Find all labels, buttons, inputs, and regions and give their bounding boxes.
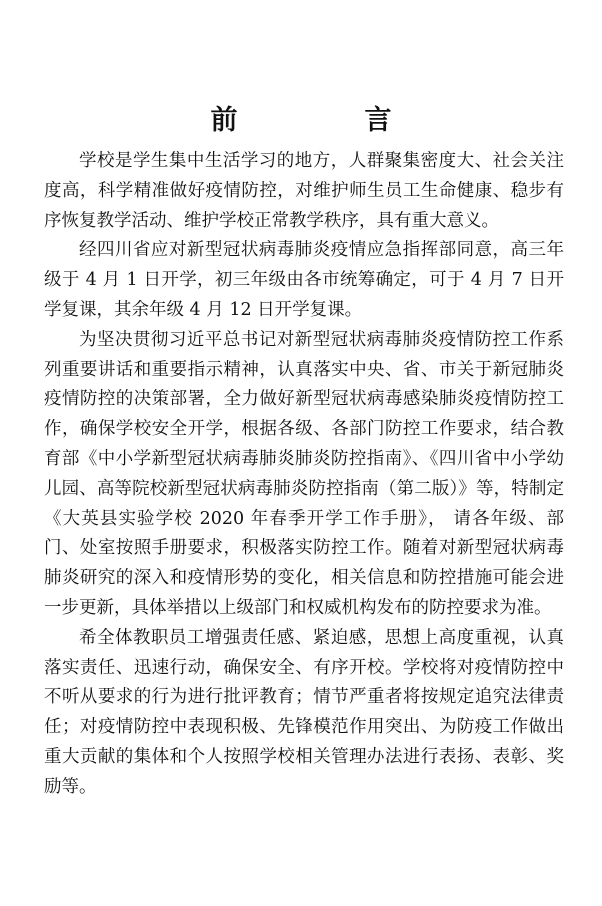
page-title: 前 言 [210, 105, 442, 136]
document-body [44, 147, 564, 803]
paragraph-2: 经四川省应对新型冠状病毒肺炎疫情应急指挥部同意，高三年级于 4 月 1 日开学，初三年级由各市统筹确定，可于 4 月 7 日开学复课，其余年级 4 月 12 日开学复课。 [44, 240, 564, 320]
paragraph-3: 为坚决贯彻习近平总书记对新型冠状病毒肺炎疫情防控工作系列重要讲话和重要指示精神，认真落实中央、省、市关于新冠肺炎疫情防控的决策部署，全力做好新型冠状病毒感染肺炎疫情防控工作，确保学校安全开学，根据各级、各部门防控工作要求，结合教育部《中小学新型冠状病毒肺炎肺炎防控指南》、《四川省中小学幼儿园、高等院校新型冠状病毒肺炎防控指南（第二版）》等，特制定《大英县实验学校 2020 年春季开学工作手册》， 请各年级、部门、处室按照手册要求，积极落实防控工作。随着对新型冠状病毒肺炎研究的深入和疫情形势的变化，相关信息和防控措施可能会进一步更新，具体举措以上级部门和权威机构发布的防控要求为准。 [44, 329, 564, 618]
paragraph-4: 希全体教职员工增强责任感、紧迫感，思想上高度重视，认真落实责任、迅速行动，确保安全、有序开校。学校将对疫情防控中不听从要求的行为进行批评教育；情节严重者将按规定追究法律责任；对疫情防控中表现积极、先锋模范作用突出、为防疫工作做出重大贡献的集体和个人按照学校相关管理办法进行表扬、表彰、奖励等。 [44, 627, 564, 797]
paragraph-1: 学校是学生集中生活学习的地方，人群聚集密度大、社会关注度高，科学精准做好疫情防控，对维护师生员工生命健康、稳步有序恢复教学活动、维护学校正常教学秩序，具有重大意义。 [44, 151, 564, 231]
